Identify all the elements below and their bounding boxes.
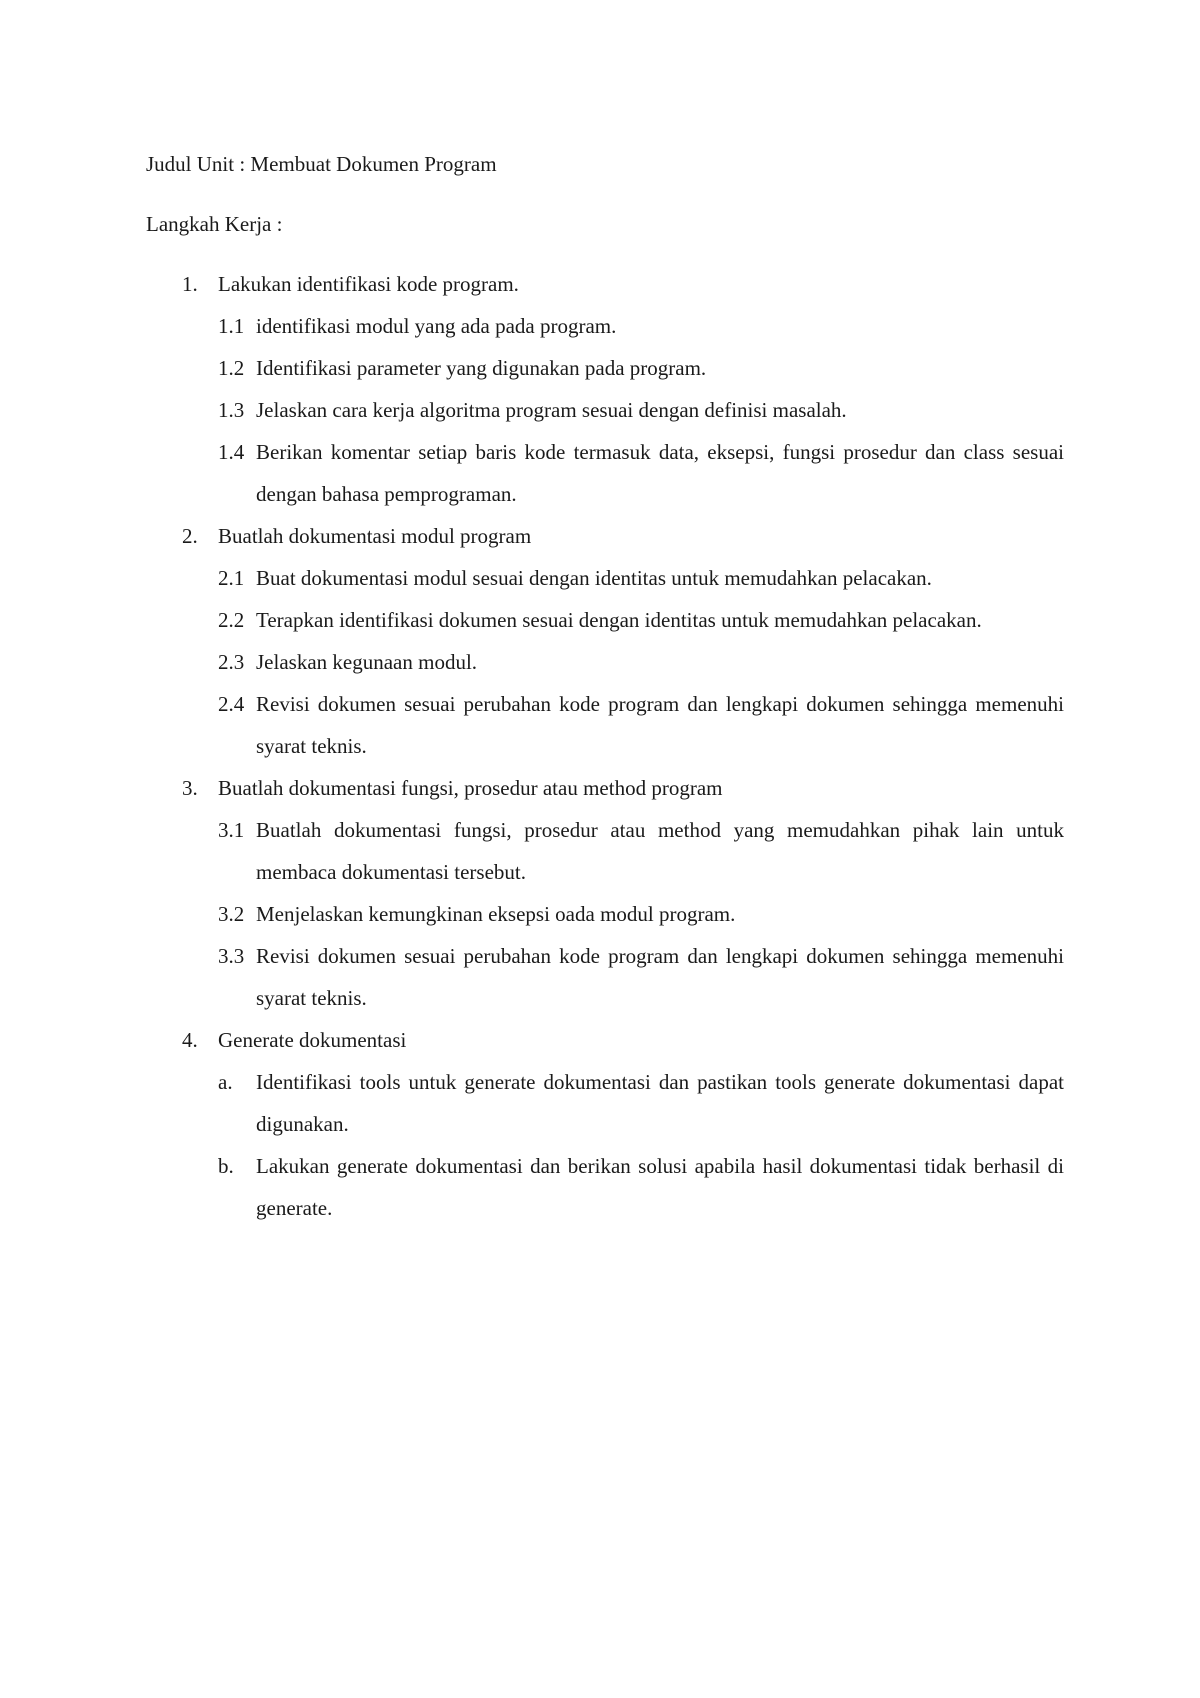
- list-item: [146, 515, 1064, 557]
- sub-item: [146, 347, 1064, 389]
- steps-heading: Langkah Kerja :: [146, 212, 283, 236]
- sub-item-text: Menjelaskan kemungkinan eksepsi oada modul program.: [256, 902, 736, 926]
- document-content: [146, 143, 1064, 1229]
- sub-item-text: identifikasi modul yang ada pada program.: [256, 314, 617, 338]
- sub-item-number: 2.3: [218, 650, 245, 674]
- sub-item-number: 3.2: [218, 902, 245, 926]
- sub-item-number: 2.1: [218, 566, 245, 590]
- sub-item-number: 2.4: [218, 692, 245, 716]
- sub-item-text: Revisi dokumen sesuai perubahan kode program dan lengkapi dokumen sehingga memenuhi syarat teknis.: [256, 944, 1064, 1010]
- sub-item-number: b.: [218, 1154, 234, 1178]
- sub-item: [146, 893, 1064, 935]
- sub-item: [146, 1061, 1064, 1145]
- sub-item-text: Buatlah dokumentasi fungsi, prosedur atau method yang memudahkan pihak lain untuk membaca dokumentasi tersebut.: [256, 818, 1064, 884]
- list-item: [146, 263, 1064, 305]
- sub-item-text: Berikan komentar setiap baris kode termasuk data, eksepsi, fungsi prosedur dan class sesuai dengan bahasa pemprograman.: [256, 440, 1064, 506]
- sub-item: [146, 305, 1064, 347]
- sub-item: [146, 641, 1064, 683]
- list-item-text: Generate dokumentasi: [218, 1028, 407, 1052]
- list-item-text: Lakukan identifikasi kode program.: [218, 272, 519, 296]
- sub-item-text: Jelaskan cara kerja algoritma program sesuai dengan definisi masalah.: [256, 398, 847, 422]
- sub-item-number: 1.2: [218, 356, 245, 380]
- sub-item-number: 1.1: [218, 314, 245, 338]
- sub-item-text: Revisi dokumen sesuai perubahan kode program dan lengkapi dokumen sehingga memenuhi syarat teknis.: [256, 692, 1064, 758]
- sub-item: [146, 1145, 1064, 1229]
- unit-title: Judul Unit : Membuat Dokumen Program: [146, 152, 497, 176]
- sub-item-number: 2.2: [218, 608, 245, 632]
- sub-item-number: 3.3: [218, 944, 245, 968]
- sub-item-number: 3.1: [218, 818, 245, 842]
- sub-item-number: a.: [218, 1070, 233, 1094]
- sub-item-text: Lakukan generate dokumentasi dan berikan solusi apabila hasil dokumentasi tidak berhasil di generate.: [256, 1154, 1064, 1220]
- list-item-number: 1.: [182, 272, 198, 296]
- sub-item: [146, 389, 1064, 431]
- sub-item: [146, 683, 1064, 767]
- list-item-number: 3.: [182, 776, 198, 800]
- list-item-number: 4.: [182, 1028, 198, 1052]
- sub-item: [146, 599, 1064, 641]
- sub-item-number: 1.3: [218, 398, 245, 422]
- sub-item: [146, 557, 1064, 599]
- sub-item: [146, 809, 1064, 893]
- list-item-text: Buatlah dokumentasi fungsi, prosedur atau method program: [218, 776, 723, 800]
- sub-item: [146, 431, 1064, 515]
- sub-item-text: Identifikasi tools untuk generate dokumentasi dan pastikan tools generate dokumentasi dapat digunakan.: [256, 1070, 1064, 1136]
- list-item-text: Buatlah dokumentasi modul program: [218, 524, 532, 548]
- list-item: [146, 767, 1064, 809]
- sub-item: [146, 935, 1064, 1019]
- sub-item-text: Jelaskan kegunaan modul.: [256, 650, 478, 674]
- list-item-number: 2.: [182, 524, 198, 548]
- sub-item-number: 1.4: [218, 440, 245, 464]
- sub-item-text: Identifikasi parameter yang digunakan pada program.: [256, 356, 707, 380]
- sub-item-text: Terapkan identifikasi dokumen sesuai dengan identitas untuk memudahkan pelacakan.: [256, 608, 982, 632]
- list-item: [146, 1019, 1064, 1061]
- sub-item-text: Buat dokumentasi modul sesuai dengan identitas untuk memudahkan pelacakan.: [256, 566, 932, 590]
